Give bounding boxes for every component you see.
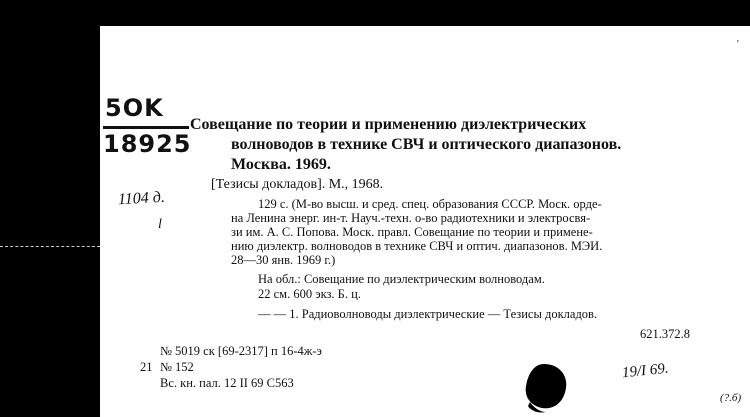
description-line-3: зи им. А. С. Попова. Моск. правл. Совещание по теории и примене- [231, 225, 593, 239]
scan-artifact-dashes [0, 246, 100, 247]
call-number-bottom: 18925 [103, 130, 192, 158]
title-line-1: Совещание по теории и применению диэлектрических [190, 116, 587, 133]
description-line-5: 28—30 янв. 1969 г.) [231, 253, 336, 267]
title-line-2: волноводов в технике СВЧ и оптического диапазонов. [231, 136, 622, 153]
number-152: № 152 [160, 360, 194, 374]
tick-mark: ' [737, 39, 739, 50]
handwritten-note: 1104 д. [117, 188, 166, 209]
handwritten-signature-note: (?.б) [720, 392, 742, 404]
imprint: [Тезисы докладов]. М., 1968. [211, 177, 384, 192]
description-line-1: 129 с. (М-во высш. и сред. спец. образования СССР. Моск. орде- [258, 197, 602, 211]
ink-blot [520, 362, 570, 414]
description-line-2: на Ленина энерг. ин-т. Науч.-техн. о-во радиотехники и электросвя- [231, 211, 591, 225]
handwritten-note-mark: l [158, 217, 162, 232]
description-line-4: нию диэлектр. волноводов в технике СВЧ и оптич. диапазонов. МЭИ. [231, 239, 603, 253]
udc-number: 621.372.8 [640, 327, 690, 341]
subject-heading: — — 1. Радиоволноводы диэлектрические — Тезисы докладов. [258, 307, 598, 321]
call-number-divider [103, 126, 189, 129]
title-line-3: Москва. 1969. [231, 156, 331, 173]
shelf-prefix: 21 [140, 360, 153, 374]
record-number: № 5019 ск [69-2317] п 16-4ж-э [160, 344, 322, 358]
cover-note: На обл.: Совещание по диэлектрическим волноводам. [258, 272, 545, 286]
call-number-top: 5OK [105, 94, 164, 122]
handwritten-signature: 19/I 69. [621, 360, 670, 382]
catalog-card [100, 26, 750, 417]
size-note: 22 см. 600 экз. Б. ц. [258, 287, 361, 301]
delivery-note: Вс. кн. пал. 12 II 69 С563 [160, 376, 294, 390]
